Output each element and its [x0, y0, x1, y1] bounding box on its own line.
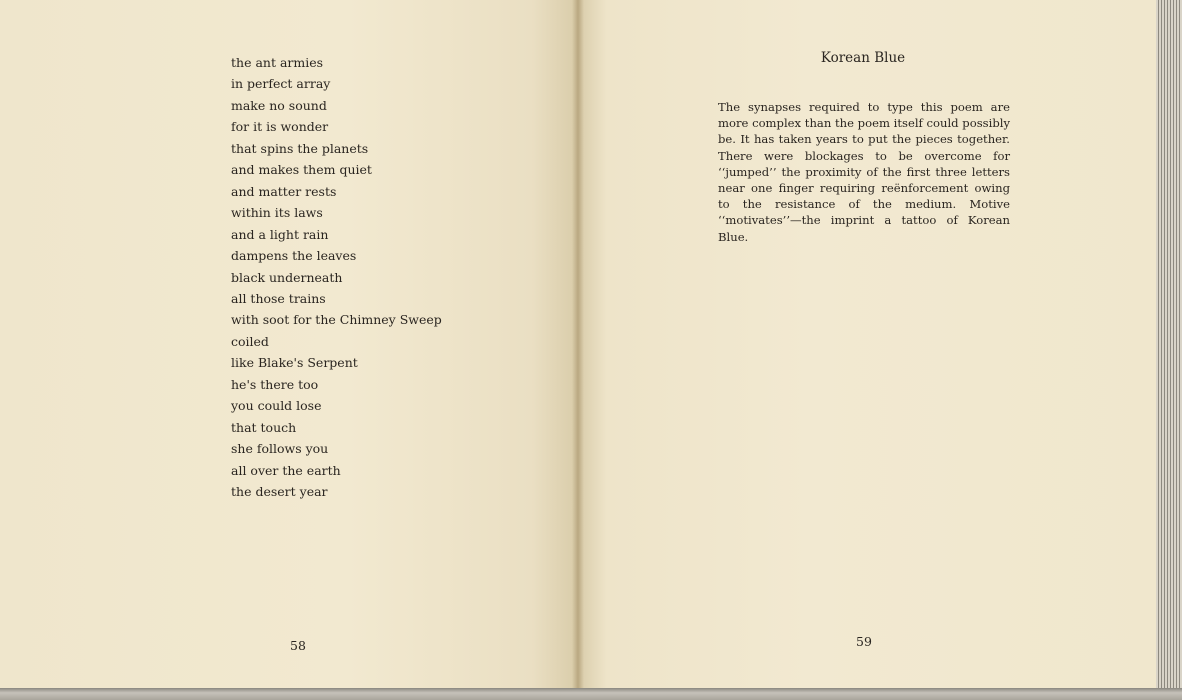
poem-line: within its laws: [231, 205, 323, 221]
poem-line: for it is wonder: [231, 119, 329, 135]
page-number-left: 58: [290, 638, 306, 653]
poem-line: she follows you: [231, 441, 329, 457]
poem-line: make no sound: [231, 97, 327, 113]
poem-line: and a light rain: [231, 226, 329, 242]
poem-line: with soot for the Chimney Sweep: [231, 312, 442, 328]
right-page: [578, 0, 1156, 690]
page-edges: [1156, 0, 1182, 690]
poem-title: Korean Blue: [820, 50, 906, 66]
poem-line: and makes them quiet: [231, 162, 372, 178]
book-gutter: [572, 0, 584, 690]
prose-poem-body: The synapses required to type this poem are more complex than the poem itself could possibly be. It has taken years to put the pieces together. There were blockages to be overcome for ‘‘jumped’’ the proximity of the first three letters near one finger requiring reënforcement owing to the resistance of the medium. Motive ‘‘motivates’’—the imprint a tattoo of Korean Blue.: [718, 100, 1010, 244]
poem-line: he's there too: [231, 376, 319, 392]
poem-line: black underneath: [231, 269, 343, 285]
poem-line: the desert year: [231, 484, 328, 500]
poem-line: dampens the leaves: [231, 248, 357, 264]
poem-line: in perfect array: [231, 76, 331, 92]
poem-line: coiled: [231, 333, 269, 349]
poem-line: all those trains: [231, 290, 326, 306]
poem-line: all over the earth: [231, 462, 341, 478]
poem-line: and matter rests: [231, 183, 337, 199]
poem: [231, 52, 442, 503]
page-number-right: 59: [856, 634, 872, 649]
poem-line: that touch: [231, 419, 297, 435]
poem-line: the ant armies: [231, 55, 324, 70]
poem-line: like Blake's Serpent: [231, 355, 358, 371]
left-page: [0, 0, 578, 690]
poem-line: you could lose: [231, 398, 322, 414]
book-cover-edge: [0, 688, 1182, 700]
poem-line: that spins the planets: [231, 140, 369, 156]
